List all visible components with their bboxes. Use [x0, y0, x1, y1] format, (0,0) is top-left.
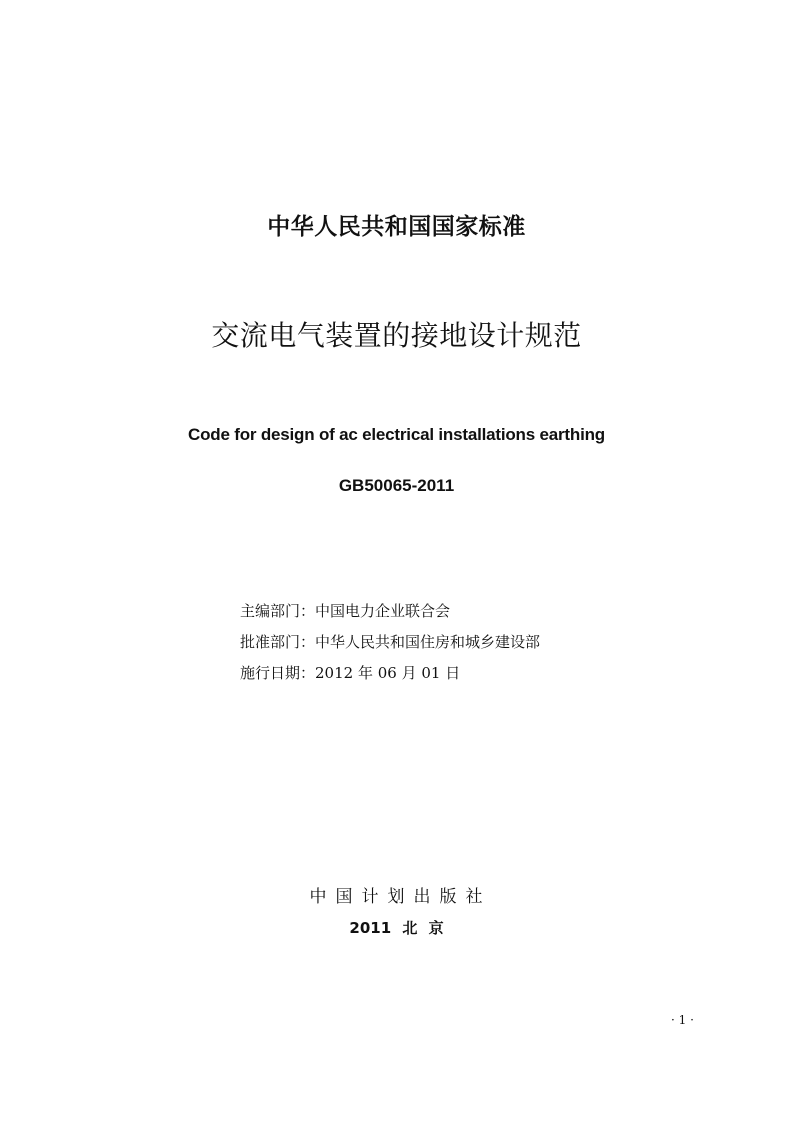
metadata-block	[240, 596, 540, 689]
page-number: · 1 ·	[671, 1013, 694, 1027]
chinese-title: 交流电气装置的接地设计规范	[211, 319, 582, 352]
national-standard-heading: 中华人民共和国国家标准	[267, 214, 526, 240]
publisher-name: 中国计划出版社	[309, 887, 492, 907]
approver-row	[240, 627, 540, 658]
effective-date-label: 施行日期：	[240, 664, 316, 682]
editor-value: 中国电力企业联合会	[315, 602, 451, 620]
publication-year-place: 2011 北 京	[349, 919, 444, 937]
approver-value: 中华人民共和国住房和城乡建设部	[315, 633, 541, 651]
editor-row	[240, 596, 540, 627]
approver-label: 批准部门：	[240, 633, 316, 651]
editor-label: 主编部门：	[240, 602, 316, 620]
english-title: Code for design of ac electrical installations earthing	[188, 425, 605, 444]
effective-date-value: 2012 年 06 月 01 日	[315, 664, 461, 682]
effective-date-row	[240, 658, 540, 689]
standard-code: GB50065-2011	[338, 476, 455, 495]
